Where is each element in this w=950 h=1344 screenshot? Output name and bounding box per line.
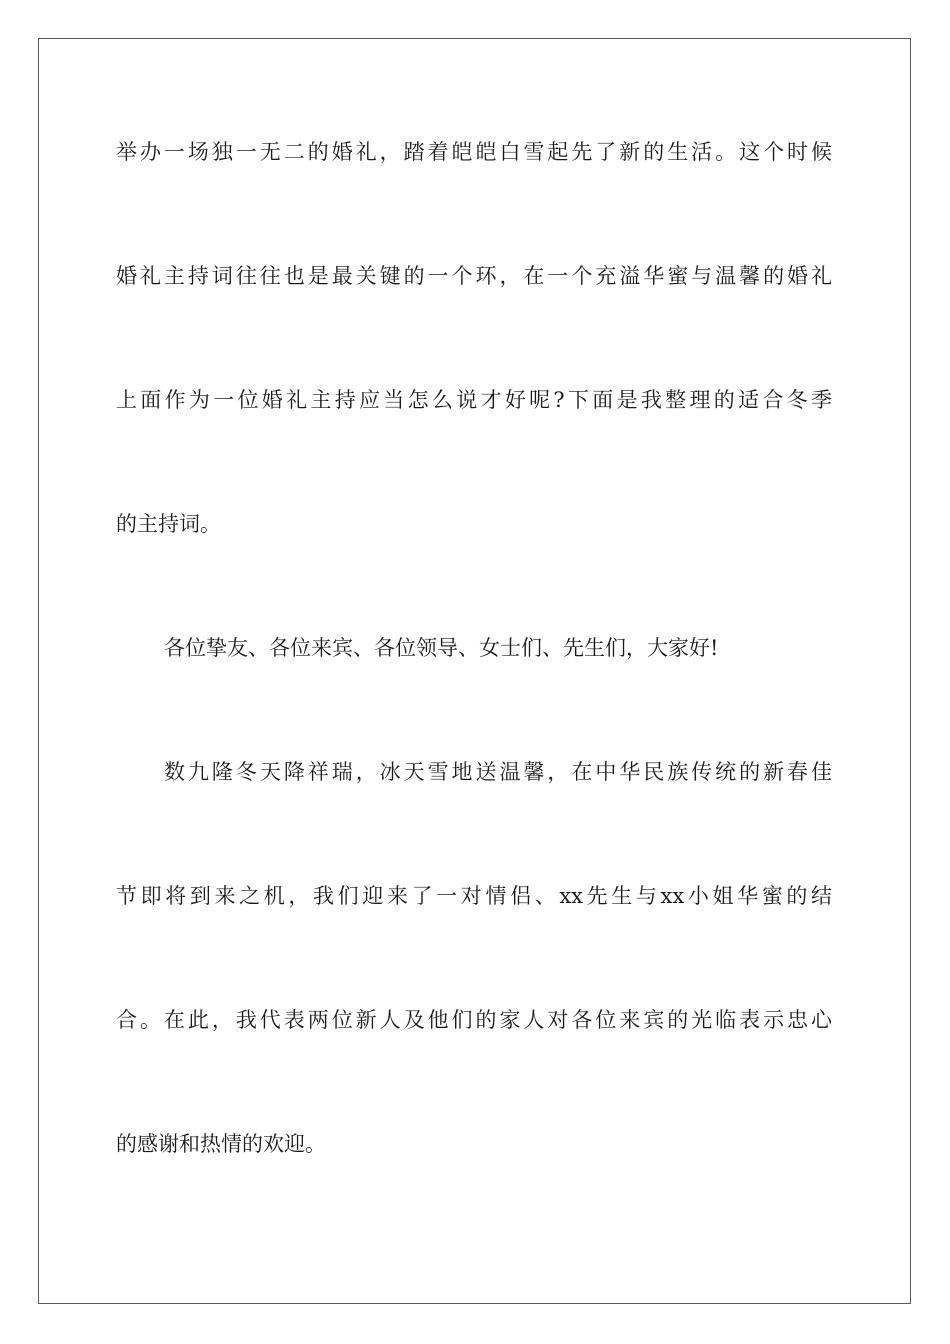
paragraph-line: 的主持词。 bbox=[116, 512, 221, 536]
paragraph-line: 数九隆冬天降祥瑞，冰天雪地送温馨，在中华民族传统的新春佳 bbox=[164, 760, 832, 784]
paragraph-line: 举办一场独一无二的婚礼，踏着皑皑白雪起先了新的生活。这个时候 bbox=[116, 140, 832, 164]
paragraph-line: 婚礼主持词往往也是最关键的一个环，在一个充溢华蜜与温馨的婚礼 bbox=[116, 264, 832, 288]
paragraph-line: 的感谢和热情的欢迎。 bbox=[116, 1132, 326, 1156]
page-border bbox=[38, 38, 911, 1304]
paragraph-line: 合。在此，我代表两位新人及他们的家人对各位来宾的光临表示忠心 bbox=[116, 1008, 832, 1032]
paragraph-line: 上面作为一位婚礼主持应当怎么说才好呢?下面是我整理的适合冬季 bbox=[116, 388, 832, 412]
greeting-line: 各位挚友、各位来宾、各位领导、女士们、先生们，大家好! bbox=[164, 636, 719, 660]
paragraph-line: 节即将到来之机，我们迎来了一对情侣、xx先生与xx小姐华蜜的结 bbox=[116, 884, 832, 908]
